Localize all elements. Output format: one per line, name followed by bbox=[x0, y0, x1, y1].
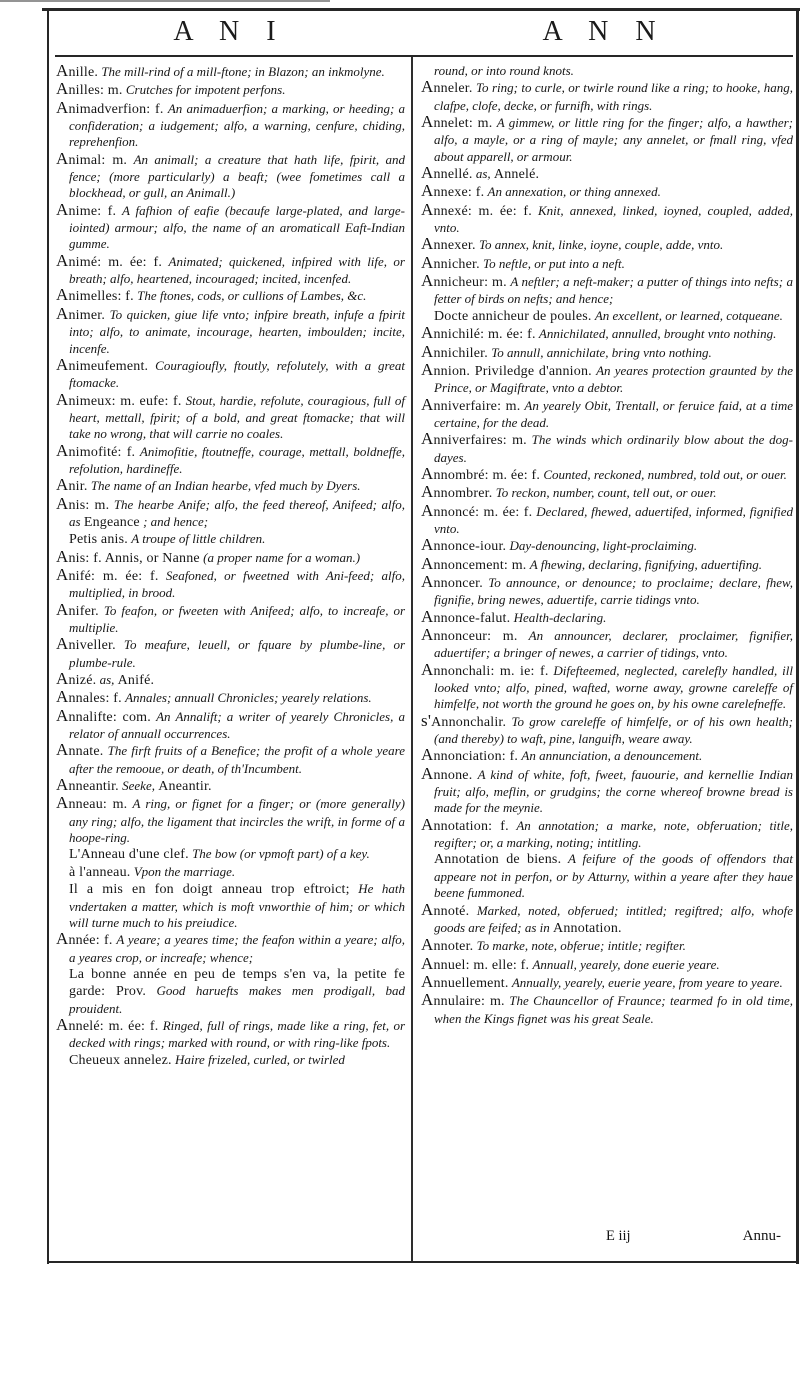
dictionary-entry bbox=[421, 571, 794, 609]
headword-text: Animal: m. bbox=[56, 148, 128, 168]
headword-text: Anneau: m. bbox=[56, 793, 128, 813]
gloss-text: A gimmew, or little ring for the finger; alfo, a hawther; alfo, a mayle, or a ring of mayle; any annelet, or fmall ring, vfed about apparell, or armour. bbox=[434, 115, 794, 164]
dictionary-entry bbox=[421, 165, 793, 183]
dictionary-entry bbox=[56, 599, 406, 637]
headword-text: Anis: f. Annis, or Nanne bbox=[56, 546, 200, 566]
headword-text: Annales: f. bbox=[56, 687, 122, 707]
headword-text: Annelet: m. bbox=[421, 112, 493, 132]
gloss-text: An animall; a creature that hath life, fpirit, and fence; (more particularly) a beaft; (wee fometimes call a blockhead, or gull, an Animall.) bbox=[69, 151, 405, 201]
gloss-text: An annotation; a marke, note, obferuation; title, regifter; or, a marking, noting; intitling. bbox=[434, 817, 794, 851]
dictionary-entry bbox=[56, 531, 405, 548]
gloss-text: Animated; quickened, infpired with life, or breath; alfo, heartened, incouraged; incited, incenfed. bbox=[69, 253, 405, 287]
gloss-text: To grow careleffe of himfelfe, or of his own health; (and thereby) to waft, pine, languifh, weare away. bbox=[434, 713, 793, 747]
gloss-text: Annales; annuall Chronicles; yearely relations. bbox=[125, 690, 372, 706]
headword-text: Engeance bbox=[83, 514, 140, 530]
headword-text: Annicheur: m. bbox=[421, 271, 507, 291]
dictionary-entry bbox=[421, 500, 793, 538]
gloss-text: A yeare; a yeares time; the feafon within a yeare; alfo, a yeares crop, or increafe; whence; bbox=[69, 932, 405, 965]
gloss-text: An announcer, declarer, proclaimer, fignifier, aduertifer; a bringer of newes, a carrier of tidings, vnto. bbox=[434, 628, 793, 661]
dictionary-entry bbox=[421, 252, 793, 273]
dictionary-entry bbox=[421, 463, 793, 484]
gloss-text: round, or into round knots. bbox=[434, 63, 574, 78]
gloss-text: Stout, hardie, refolute, couragious, full of heart, mettall, fpirit; of a bold, and great ftomacke; that will take no wrong, that will carrie no coales. bbox=[69, 392, 406, 442]
headword-text: Animelles: f. bbox=[56, 285, 134, 305]
page-border-right bbox=[796, 8, 799, 1264]
headword-text: Annonchali: m. ie: f. bbox=[421, 659, 549, 679]
dictionary-entry bbox=[56, 689, 405, 707]
headword-text: Anneler. bbox=[421, 77, 473, 97]
dictionary-entry bbox=[421, 710, 793, 748]
headword-text: Anniverfaire: m. bbox=[421, 394, 521, 414]
gloss-text: Vpon the marriage. bbox=[133, 863, 236, 879]
headword-text: Annoncement: m. bbox=[421, 553, 527, 573]
headword-text: Annoter. bbox=[421, 935, 474, 955]
dictionary-entry bbox=[56, 705, 405, 743]
dictionary-entry bbox=[421, 937, 793, 955]
dictionary-column-left bbox=[56, 63, 405, 1069]
headword-text: Anifé. bbox=[117, 673, 155, 689]
scan-edge-artifact bbox=[0, 0, 330, 2]
dictionary-entry bbox=[421, 763, 794, 817]
dictionary-entry bbox=[421, 273, 793, 308]
gloss-text: (a proper name for a woman.) bbox=[203, 549, 361, 565]
headword-text: Annoncé: m. ée: f. bbox=[421, 500, 533, 520]
headword-text: Annonce-iour. bbox=[421, 535, 507, 555]
gloss-text: To reckon, number, count, tell out, or ouer. bbox=[495, 485, 717, 501]
dictionary-entry bbox=[421, 359, 793, 397]
headword-text: Anifé: m. ée: f. bbox=[56, 564, 159, 584]
headword-text: Annombrer. bbox=[421, 482, 493, 502]
gloss-text: To annex, knit, linke, ioyne, couple, adde, vnto. bbox=[478, 237, 724, 253]
gloss-text: Good haruefts makes men prodigall, bad prouident. bbox=[69, 983, 406, 1016]
dictionary-entry bbox=[421, 114, 793, 165]
dictionary-entry bbox=[421, 851, 793, 901]
headword-text: s'Annonchalir. bbox=[421, 710, 507, 730]
gloss-text: An animaduerfion; a marking, or heeding; a confideration; a iudgement; alfo, a warning, cenfure, chiding, reprehenfion. bbox=[69, 100, 405, 150]
dictionary-entry bbox=[421, 627, 793, 662]
gloss-text: Knit, annexed, linked, ioyned, coupled, added, vnto. bbox=[434, 202, 794, 236]
dictionary-entry bbox=[56, 287, 405, 305]
gloss-text: To ring; to curle, or twirle round like a ring; to hooke, hang, clafpe, clofe, decke, or furnifh, with rings. bbox=[434, 80, 794, 113]
gloss-text: Seafoned, or fweetned with Ani-feed; alfo, multiplied, in brood. bbox=[69, 567, 406, 601]
dictionary-entry bbox=[421, 814, 794, 852]
dictionary-entry bbox=[56, 636, 405, 671]
gloss-text: A feifure of the goods of offendors that appeare not in perfon, or by Atturny, within a yeare after they haue beene fummoned. bbox=[434, 851, 793, 901]
headword-text: Annichilé: m. ée: f. bbox=[421, 323, 536, 343]
gloss-text: The firft fruits of a Benefice; the profit of a whole yeare after the remooue, or death, of th'Incumbent. bbox=[69, 743, 406, 776]
gloss-text: An annexation, or thing annexed. bbox=[487, 184, 661, 200]
headword-text: Annonceur: m. bbox=[421, 625, 518, 644]
headword-text: Annelé. bbox=[493, 167, 540, 183]
dictionary-entry bbox=[421, 394, 794, 432]
dictionary-entry bbox=[56, 97, 405, 151]
gloss-text: An annunciation, a denouncement. bbox=[521, 748, 703, 764]
gloss-text: A fafhion of eafie (becaufe large-plated, and large-iointed) armour; alfo, the name of an aromaticall Eaft-Indian gumme. bbox=[69, 202, 405, 252]
gloss-text: The ftones, cods, or cullions of Lambes, &c. bbox=[137, 288, 367, 304]
dictionary-entry bbox=[56, 777, 405, 795]
headword-text: Annotation de biens. bbox=[434, 852, 562, 868]
headword-text: La bonne année en peu de temps s'en va, la petite fe garde: Prov. bbox=[69, 966, 405, 1000]
dictionary-entry bbox=[56, 440, 406, 478]
gloss-text: An excellent, or learned, cotqueane. bbox=[594, 307, 783, 323]
headword-text: Annelé: m. ée: f. bbox=[56, 1014, 159, 1034]
gloss-text: Counted, reckoned, numbred, told out, or ouer. bbox=[543, 466, 787, 482]
gloss-text: Crutches for impotent perfons. bbox=[125, 82, 286, 98]
gloss-text: A troupe of little children. bbox=[131, 531, 266, 547]
headword-text: Annonce-falut. bbox=[421, 606, 511, 626]
dictionary-entry bbox=[421, 325, 793, 343]
gloss-text: To marke, note, obferue; intitle; regifter. bbox=[476, 938, 686, 954]
gloss-text: A neftler; a neft-maker; a putter of things into nefts; a fetter of birds on nefts; and hence; bbox=[434, 274, 793, 307]
headword-text: Annexé: m. ée: f. bbox=[421, 199, 532, 219]
gloss-text: Declared, fhewed, aduertifed, informed, fignified vnto. bbox=[434, 503, 793, 536]
headword-text: Annulaire: m. bbox=[421, 990, 505, 1010]
dictionary-entry bbox=[56, 966, 405, 1017]
gloss-text: Health-declaring. bbox=[513, 609, 607, 625]
dictionary-entry bbox=[56, 199, 405, 253]
headword-text: Annotation. bbox=[553, 920, 622, 936]
dictionary-entry bbox=[56, 389, 406, 443]
dictionary-entry bbox=[56, 250, 405, 288]
headword-text: Anniverfaires: m. bbox=[421, 429, 527, 449]
dictionary-entry bbox=[56, 564, 406, 602]
headword-text: Annuel: m. elle: f. bbox=[421, 953, 530, 973]
gloss-text: Ringed, full of rings, made like a ring, fet, or decked with rings; marked with round, or with ring-like fpots. bbox=[69, 1017, 405, 1051]
headword-text: Annuellement. bbox=[421, 971, 509, 991]
headword-text: Annombré: m. ée: f. bbox=[421, 463, 541, 483]
headword-text: Animadverfion: f. bbox=[56, 97, 164, 117]
headword-text: Annoncer. bbox=[421, 571, 483, 591]
running-head-right: A N N bbox=[542, 16, 666, 47]
dictionary-entry bbox=[421, 308, 793, 325]
gloss-text: Animofitie, ftoutneffe, courage, mettall, boldneffe, refolution, hardineffe. bbox=[69, 443, 406, 476]
headword-text: Aniveller. bbox=[56, 634, 116, 654]
headword-text: Annicher. bbox=[421, 252, 480, 272]
headword-text: Annexe: f. bbox=[421, 181, 485, 201]
gloss-text: The winds which ordinarily blow about the dog-dayes. bbox=[434, 432, 793, 465]
headword-text: Anneantir. bbox=[56, 775, 119, 795]
dictionary-entry bbox=[421, 79, 793, 114]
headword-text: Anizé. bbox=[56, 669, 97, 689]
gloss-text: A ring, or fignet for a finger; or (more generally) any ring; alfo, the ligament that incircles the wrift, in forme of a hoope-ring. bbox=[69, 796, 406, 846]
dictionary-entry bbox=[421, 553, 793, 574]
page-border-left bbox=[47, 8, 49, 1264]
gloss-text: The bow (or vpmoft part) of a key. bbox=[192, 846, 370, 862]
dictionary-entry bbox=[421, 659, 793, 713]
dictionary-entry bbox=[56, 1052, 405, 1069]
dictionary-entry bbox=[421, 606, 793, 627]
dictionary-entry bbox=[421, 953, 793, 974]
dictionary-entry bbox=[421, 236, 793, 254]
headword-text: Anille. bbox=[56, 61, 99, 80]
headword-text: Anifer. bbox=[56, 599, 99, 619]
dictionary-entry bbox=[56, 671, 405, 689]
dictionary-entry bbox=[56, 81, 405, 99]
gloss-text: Seeke, bbox=[122, 778, 155, 794]
gloss-text: To feafon, or fweeten with Anifeed; alfo, to increafe, or multiplie. bbox=[69, 602, 406, 635]
running-head-left: A N I bbox=[173, 16, 286, 47]
dictionary-entry bbox=[421, 431, 793, 466]
gloss-text: A fhewing, declaring, fignifying, aduertifing. bbox=[529, 556, 763, 572]
gloss-text: Couragioufly, ftoutly, refolutely, with a great ftomacke. bbox=[69, 357, 405, 391]
headword-text: Animeufement. bbox=[56, 354, 149, 374]
gloss-text: To annull, annichilate, bring vnto nothing. bbox=[491, 344, 712, 360]
gloss-text: Difefteemed, neglected, carelefly handled, ill looked vnto; alfo, pined, wafted, worne away, growne careleffe of himfelfe, not worth the ground he goes on, by his owne carelefneffe. bbox=[434, 662, 793, 712]
headword-text: Il a mis en fon doigt anneau trop eftroict; bbox=[69, 882, 350, 898]
headword-text: Annone. bbox=[421, 763, 473, 783]
column-divider-rule bbox=[411, 57, 413, 1261]
headword-text: à l'anneau. bbox=[69, 864, 131, 880]
gloss-text: The Chauncellor of Fraunce; tearmed fo in old time, when the Kings fignet was his great Seale. bbox=[434, 993, 793, 1026]
gloss-text: An yearely Obit, Trentall, or feruice faid, at a time certaine, for the dead. bbox=[434, 397, 794, 430]
headword-text: Cheueux annelez. bbox=[69, 1052, 172, 1068]
headword-text: Annotation: f. bbox=[421, 814, 509, 834]
dictionary-entry bbox=[421, 971, 793, 992]
dictionary-entry bbox=[56, 931, 405, 966]
gloss-text: as, bbox=[475, 166, 491, 182]
dictionary-entry bbox=[56, 846, 405, 863]
dictionary-entry bbox=[421, 199, 794, 237]
dictionary-entry bbox=[421, 484, 793, 502]
dictionary-entry bbox=[56, 546, 405, 567]
headword-text: Annoté. bbox=[421, 899, 470, 919]
headword-text: Docte annicheur de poules. bbox=[434, 308, 592, 324]
headword-text: Anis: m. bbox=[56, 493, 110, 513]
dictionary-entry bbox=[56, 148, 405, 202]
dictionary-entry bbox=[56, 742, 405, 777]
gloss-text: Marked, noted, obferued; intitled; regiftred; alfo, whofe goods are feifed; as in bbox=[434, 902, 793, 935]
headword-text: Anilles: m. bbox=[56, 79, 123, 99]
headword-text: Annellé. bbox=[421, 163, 473, 183]
headword-text: Année: f. bbox=[56, 929, 113, 949]
gloss-text: A kind of white, foft, fweet, fauourie, and kernellie Indian fruit; alfo, meflin, or grudgins; the corne whereof browne bread is made for the meynie. bbox=[434, 766, 794, 816]
headword-text: Animer. bbox=[56, 303, 106, 323]
headword-text: Annexer. bbox=[421, 234, 476, 254]
headword-text: Annichiler. bbox=[421, 341, 488, 361]
gloss-text: Annichilated, annulled, brought vnto nothing. bbox=[538, 326, 777, 342]
headword-text: Annion. Priviledge d'annion. bbox=[421, 359, 592, 379]
signature-line bbox=[421, 1228, 781, 1245]
gloss-text: An Annalift; a writer of yearely Chronicles, a relator of annuall occurrences. bbox=[69, 708, 405, 742]
dictionary-entry bbox=[56, 303, 405, 357]
page-border-bottom bbox=[47, 1261, 799, 1263]
dictionary-entry bbox=[56, 493, 405, 532]
gloss-text: To neftle, or put into a neft. bbox=[483, 255, 625, 271]
gloss-text: Day-denouncing, light-proclaiming. bbox=[509, 538, 698, 554]
dictionary-entry bbox=[56, 881, 405, 931]
gloss-text: as, bbox=[99, 672, 115, 688]
gloss-text: He hath vndertaken a matter, which is moft vnworthie of him; or which will turne much to his preiudice. bbox=[69, 881, 405, 930]
gloss-text: To quicken, giue life vnto; infpire breath, infufe a fpirit into; alfo, to animate, incourage, hearten, imboulden; incite, incenfe. bbox=[69, 306, 405, 356]
gloss-text: The name of an Indian hearbe, vfed much by Dyers. bbox=[90, 478, 361, 494]
gloss-text: The hearbe Anife; alfo, the feed thereof, Anifeed; alfo, as bbox=[69, 496, 405, 529]
gloss-text: ; and hence; bbox=[143, 513, 209, 529]
gloss-text: Haire frizeled, curled, or twirled bbox=[174, 1051, 345, 1067]
page-border-top bbox=[42, 8, 800, 11]
dictionary-entry bbox=[421, 747, 793, 765]
headword-text: Animé: m. ée: f. bbox=[56, 250, 163, 270]
header-separator-rule bbox=[55, 55, 793, 57]
dictionary-entry bbox=[421, 63, 793, 79]
dictionary-entry bbox=[56, 1014, 405, 1052]
catchword: Annu- bbox=[742, 1228, 781, 1244]
dictionary-entry bbox=[56, 354, 405, 392]
gloss-text: Annuall, yearely, done euerie yeare. bbox=[532, 956, 720, 972]
headword-text: Petis anis. bbox=[69, 532, 128, 548]
dictionary-entry bbox=[421, 341, 793, 362]
dictionary-entry bbox=[421, 992, 793, 1027]
gloss-text: Annually, yearely, euerie yeare, from yeare to yeare. bbox=[511, 974, 783, 990]
headword-text: Annonciation: f. bbox=[421, 745, 519, 765]
headword-text: Anime: f. bbox=[56, 199, 117, 219]
gloss-text: To announce, or denounce; to proclaime; declare, fhew, fignifie, bring newes, aduertife, carrie tidings vnto. bbox=[434, 574, 794, 608]
headword-text: Anir. bbox=[56, 475, 88, 495]
headword-text: L'Anneau d'une clef. bbox=[69, 847, 189, 863]
gloss-text: An yeares protection graunted by the Prince, or Magiftrate, vnto a debtor. bbox=[434, 362, 793, 396]
headword-text: Animeux: m. eufe: f. bbox=[56, 389, 182, 409]
gloss-text: To meafure, leuell, or fquare by plumbe-line, or plumbe-rule. bbox=[69, 637, 405, 670]
dictionary-entry bbox=[421, 183, 793, 201]
dictionary-entry bbox=[421, 537, 793, 555]
headword-text: Annate. bbox=[56, 740, 104, 760]
dictionary-entry bbox=[56, 63, 405, 81]
gloss-text: The mill-rind of a mill-ftone; in Blazon; an inkmolyne. bbox=[101, 64, 385, 79]
headword-text: Annalifte: com. bbox=[56, 705, 151, 725]
gathering-signature: E iij bbox=[606, 1228, 631, 1244]
headword-text: Animofité: f. bbox=[56, 440, 136, 460]
dictionary-entry bbox=[421, 899, 793, 938]
dictionary-entry bbox=[56, 477, 405, 495]
headword-text: Aneantir. bbox=[158, 779, 212, 795]
dictionary-entry bbox=[56, 795, 405, 846]
dictionary-entry bbox=[56, 864, 405, 881]
dictionary-column-right bbox=[421, 63, 793, 1027]
